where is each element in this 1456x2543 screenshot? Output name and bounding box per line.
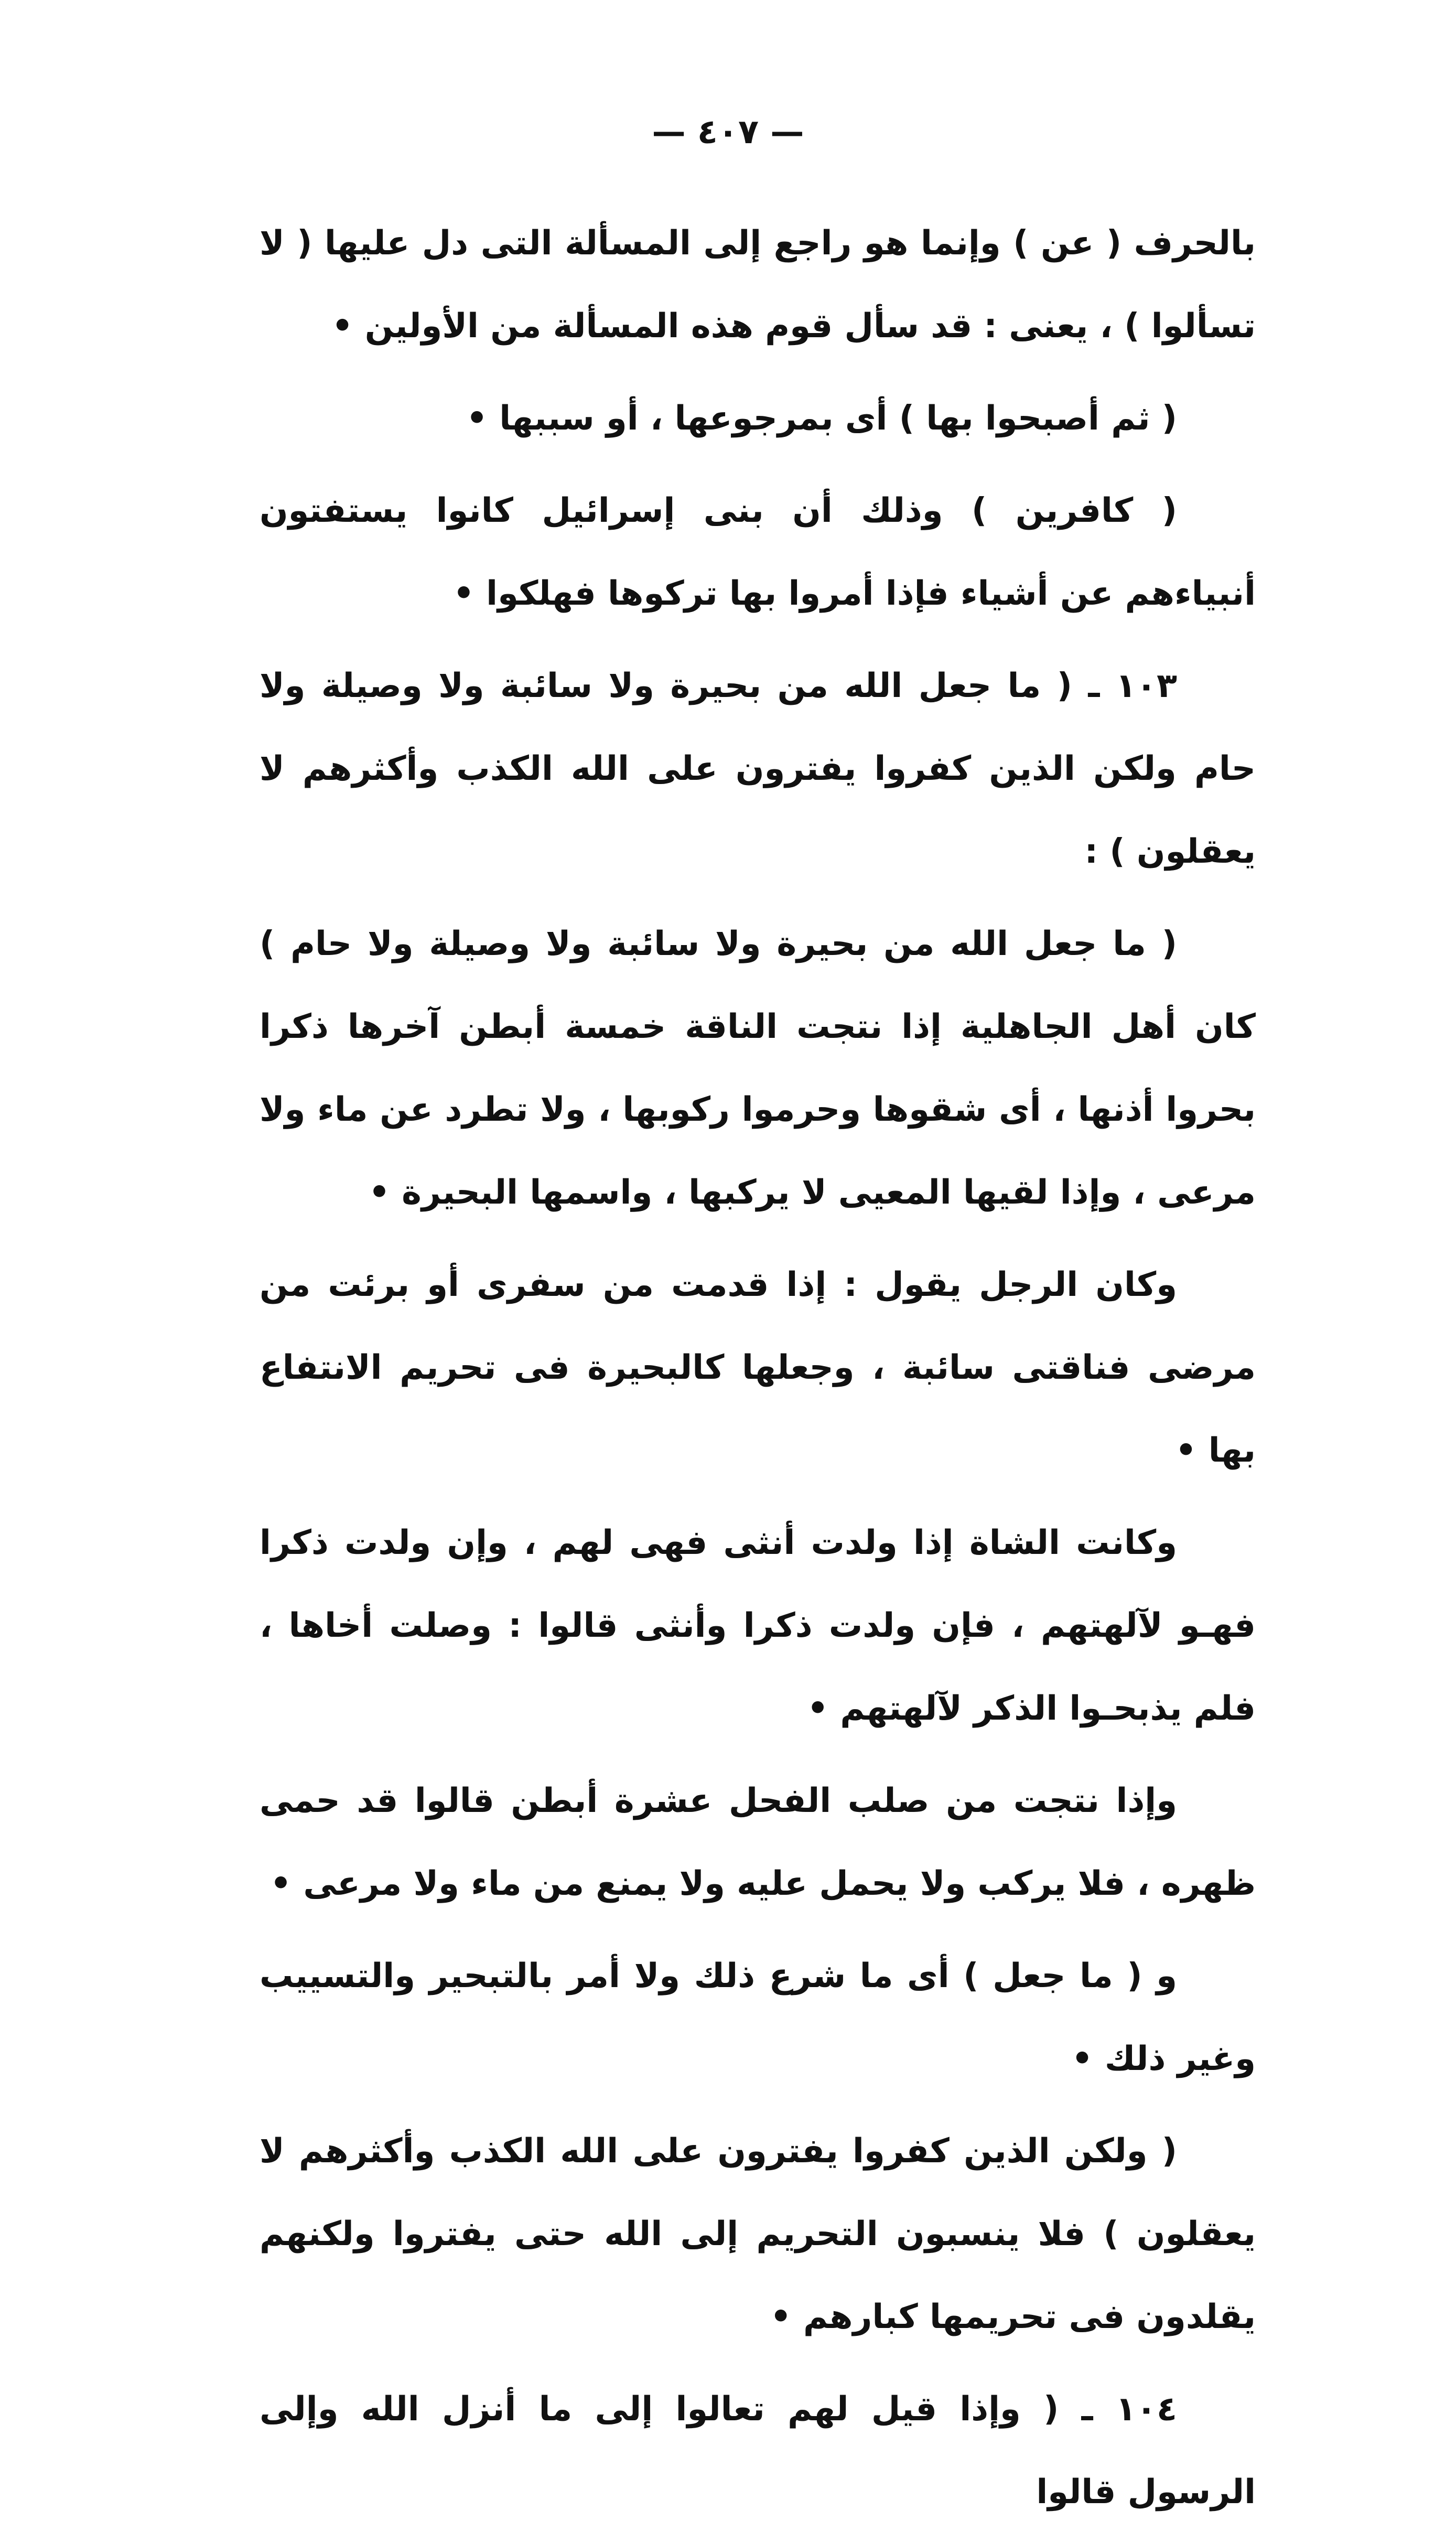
page-number: — ٤٠٧ — xyxy=(652,113,804,152)
body-text xyxy=(260,202,1256,2543)
paragraph: ( كافرين ) وذلك أن بنى إسرائيل كانوا يستفتون أنبياءهم عن أشياء فإذا أمروا بها تركوها فهلكوا • xyxy=(260,491,1256,613)
paragraph: وكان الرجل يقول : إذا قدمت من سفرى أو برئت من مرضى فناقتى سائبة ، وجعلها كالبحيرة فى تحريم الانتفاع بها • xyxy=(260,1265,1256,1470)
paragraph: وإذا نتجت من صلب الفحل عشرة أبطن قالوا قد حمى ظهره ، فلا يركب ولا يحمل عليه ولا يمنع من ماء ولا مرعى • xyxy=(260,1782,1256,1903)
paragraph: بالحرف ( عن ) وإنما هو راجع إلى المسألة التى دل عليها ( لا تسألوا ) ، يعنى : قد سأل قوم هذه المسألة من الأولين • xyxy=(260,224,1256,346)
verse-heading: ١٠٤ ـ ( وإذا قيل لهم تعالوا إلى ما أنزل الله وإلى الرسول قالوا xyxy=(260,2390,1256,2512)
paragraph: وكانت الشاة إذا ولدت أنثى فهى لهم ، وإن ولدت ذكرا فهـو لآلهتهم ، فإن ولدت ذكرا وأنثى قالوا : وصلت أخاها ، فلم يذبحـوا الذكر لآلهتهم • xyxy=(260,1523,1256,1728)
paragraph: ( ولكن الذين كفروا يفترون على الله الكذب وأكثرهم لا يعقلون ) فلا ينسبون التحريم إلى الله حتى يفتروا ولكنهم يقلدون فى تحريمها كبارهم • xyxy=(260,2132,1256,2336)
paragraph: ( ثم أصبحوا بها ) أى بمرجوعها ، أو سببها • xyxy=(466,399,1177,438)
paragraph: ( ما جعل الله من بحيرة ولا سائبة ولا وصيلة ولا حام ) كان أهل الجاهلية إذا نتجت الناقة خمسة أبطن آخرها ذكرا بحروا أذنها ، أى شقوها وحرموا ركوبها ، ولا تطرد عن ماء ولا مرعى ، وإذا لقيها المعيى لا يركبها ، واسمها البحيرة • xyxy=(260,925,1256,1212)
verse-heading: ١٠٣ ـ ( ما جعل الله من بحيرة ولا سائبة ولا وصيلة ولا حام ولكن الذين كفروا يفترون على الله الكذب وأكثرهم لا يعقلون ) : xyxy=(260,667,1256,871)
paragraph: و ( ما جعل ) أى ما شرع ذلك ولا أمر بالتبحير والتسييب وغير ذلك • xyxy=(260,1957,1256,2078)
